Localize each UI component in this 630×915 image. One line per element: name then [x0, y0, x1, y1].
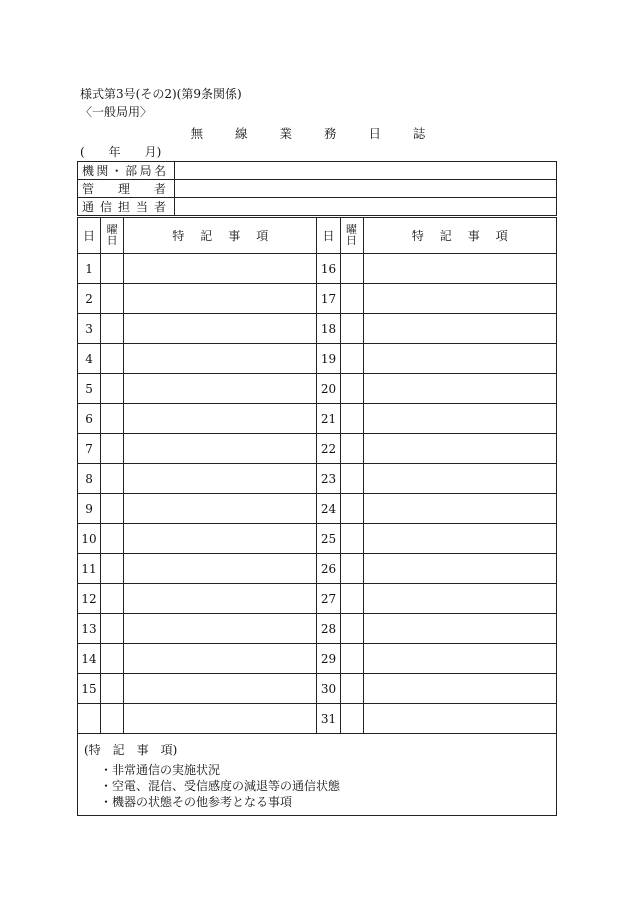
table-row — [78, 674, 557, 704]
info-label: 機 関 ・ 部 局 名 — [78, 162, 175, 180]
weekday-field[interactable] — [340, 344, 363, 374]
weekday-column-header: 曜 日 — [340, 218, 363, 254]
day-number: 7 — [78, 434, 101, 464]
weekday-field[interactable] — [101, 344, 124, 374]
notes-column-header: 特記事項 — [363, 218, 556, 254]
weekday-field[interactable] — [340, 554, 363, 584]
notes-field[interactable] — [124, 374, 317, 404]
notes-field[interactable] — [363, 554, 556, 584]
notes-field[interactable] — [124, 614, 317, 644]
notes-field[interactable] — [124, 434, 317, 464]
notes-field[interactable] — [363, 674, 556, 704]
weekday-field[interactable] — [340, 284, 363, 314]
weekday-field[interactable] — [101, 314, 124, 344]
day-number: 27 — [317, 584, 340, 614]
day-number: 23 — [317, 464, 340, 494]
info-row — [78, 198, 557, 216]
list-item: ・ 機器の状態その他参考となる事項 — [100, 794, 340, 810]
weekday-field[interactable] — [340, 404, 363, 434]
day-number: 1 — [78, 254, 101, 284]
day-number: 28 — [317, 614, 340, 644]
form-number: 様式第3号(その2)(第9条関係) — [80, 87, 242, 101]
info-value-field[interactable] — [175, 162, 557, 180]
day-number: 22 — [317, 434, 340, 464]
weekday-field[interactable] — [101, 404, 124, 434]
info-value-field[interactable] — [175, 180, 557, 198]
weekday-field[interactable] — [340, 314, 363, 344]
info-label: 通 信 担 当 者 — [78, 198, 175, 216]
table-row — [78, 584, 557, 614]
notes-field[interactable] — [363, 314, 556, 344]
special-notes-box — [77, 731, 557, 816]
day-number: 24 — [317, 494, 340, 524]
notes-field[interactable] — [124, 464, 317, 494]
notes-field[interactable] — [124, 584, 317, 614]
weekday-field[interactable] — [340, 254, 363, 284]
table-row — [78, 254, 557, 284]
table-row — [78, 374, 557, 404]
day-number: 31 — [317, 704, 340, 734]
table-row — [78, 344, 557, 374]
notes-field[interactable] — [363, 374, 556, 404]
table-row — [78, 614, 557, 644]
table-row — [78, 434, 557, 464]
day-number: 25 — [317, 524, 340, 554]
notes-field[interactable] — [363, 344, 556, 374]
weekday-field[interactable] — [340, 464, 363, 494]
weekday-field[interactable] — [101, 584, 124, 614]
day-number: 26 — [317, 554, 340, 584]
notes-field[interactable] — [363, 704, 556, 734]
weekday-field[interactable] — [101, 614, 124, 644]
info-value-field[interactable] — [175, 198, 557, 216]
notes-field[interactable] — [363, 524, 556, 554]
notes-field[interactable] — [363, 464, 556, 494]
weekday-field[interactable] — [340, 584, 363, 614]
table-row — [78, 644, 557, 674]
notes-field[interactable] — [124, 344, 317, 374]
weekday-field[interactable] — [101, 644, 124, 674]
notes-column-header: 特記事項 — [124, 218, 317, 254]
day-number: 16 — [317, 254, 340, 284]
day-number: 17 — [317, 284, 340, 314]
notes-field[interactable] — [124, 674, 317, 704]
day-number: 29 — [317, 644, 340, 674]
day-number: 5 — [78, 374, 101, 404]
notes-field[interactable] — [124, 494, 317, 524]
weekday-field[interactable] — [101, 374, 124, 404]
weekday-field[interactable] — [340, 644, 363, 674]
table-row — [78, 524, 557, 554]
special-notes-title: (特 記 事 項) — [84, 743, 178, 757]
weekday-field[interactable] — [101, 434, 124, 464]
notes-field[interactable] — [124, 404, 317, 434]
day-number: 2 — [78, 284, 101, 314]
notes-field[interactable] — [363, 404, 556, 434]
notes-field[interactable] — [363, 644, 556, 674]
weekday-field[interactable] — [340, 674, 363, 704]
notes-field[interactable] — [363, 284, 556, 314]
notes-field[interactable] — [363, 584, 556, 614]
log-header-row — [78, 218, 557, 254]
log-table — [77, 217, 557, 734]
table-row — [78, 284, 557, 314]
table-row — [78, 494, 557, 524]
day-number: 14 — [78, 644, 101, 674]
list-item: ・ 空電、混信、受信感度の減退等の通信状態 — [100, 778, 340, 794]
weekday-field[interactable] — [340, 524, 363, 554]
list-item: ・ 非常通信の実施状況 — [100, 762, 340, 778]
weekday-field[interactable] — [101, 674, 124, 704]
day-number: 18 — [317, 314, 340, 344]
day-number: 6 — [78, 404, 101, 434]
form-subtitle: 〈一般局用〉 — [80, 105, 153, 119]
weekday-field[interactable] — [101, 254, 124, 284]
weekday-field[interactable] — [101, 524, 124, 554]
document-title: 無 線 業 務 日 誌 — [190, 126, 440, 141]
day-column-header: 日 — [317, 218, 340, 254]
weekday-field[interactable] — [101, 554, 124, 584]
notes-field[interactable] — [124, 284, 317, 314]
day-number: 20 — [317, 374, 340, 404]
day-number: 15 — [78, 674, 101, 704]
notes-field[interactable] — [363, 614, 556, 644]
weekday-column-header: 曜 日 — [101, 218, 124, 254]
notes-field[interactable] — [363, 254, 556, 284]
day-number: 19 — [317, 344, 340, 374]
weekday-field[interactable] — [340, 614, 363, 644]
table-row — [78, 554, 557, 584]
day-column-header: 日 — [78, 218, 101, 254]
weekday-field[interactable] — [101, 704, 124, 734]
notes-field[interactable] — [363, 494, 556, 524]
table-row — [78, 314, 557, 344]
day-number: 30 — [317, 674, 340, 704]
day-number: 3 — [78, 314, 101, 344]
weekday-field[interactable] — [340, 704, 363, 734]
weekday-field[interactable] — [101, 284, 124, 314]
year-month-field[interactable]: ( 年 月) — [80, 145, 162, 159]
notes-field[interactable] — [124, 524, 317, 554]
table-row — [78, 704, 557, 734]
day-number: 8 — [78, 464, 101, 494]
weekday-field[interactable] — [340, 434, 363, 464]
notes-field[interactable] — [124, 314, 317, 344]
info-table — [77, 161, 557, 216]
weekday-field[interactable] — [101, 464, 124, 494]
notes-field[interactable] — [124, 554, 317, 584]
table-row — [78, 464, 557, 494]
info-row — [78, 180, 557, 198]
info-row — [78, 162, 557, 180]
notes-field[interactable] — [124, 644, 317, 674]
info-label: 管 理 者 — [78, 180, 175, 198]
day-number: 12 — [78, 584, 101, 614]
special-notes-list — [100, 762, 340, 810]
day-number: 13 — [78, 614, 101, 644]
notes-field[interactable] — [124, 254, 317, 284]
notes-field[interactable] — [363, 434, 556, 464]
day-number: 21 — [317, 404, 340, 434]
day-number: 4 — [78, 344, 101, 374]
weekday-field[interactable] — [101, 494, 124, 524]
day-number: 10 — [78, 524, 101, 554]
day-number: 11 — [78, 554, 101, 584]
day-number: 9 — [78, 494, 101, 524]
notes-field[interactable] — [124, 704, 317, 734]
weekday-field[interactable] — [340, 374, 363, 404]
table-row — [78, 404, 557, 434]
weekday-field[interactable] — [340, 494, 363, 524]
day-number — [78, 704, 101, 734]
